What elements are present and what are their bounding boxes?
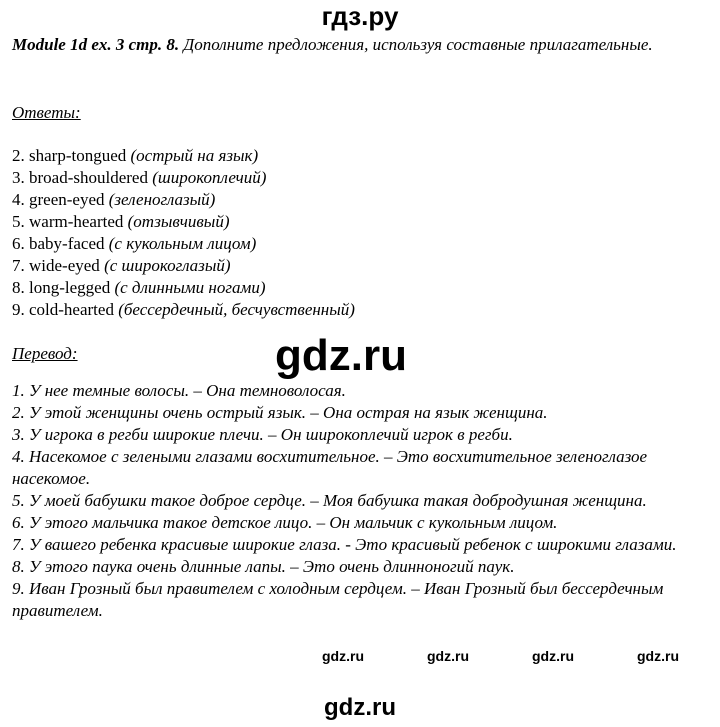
task-statement (12, 34, 702, 56)
translation-item: 9. Иван Грозный был правителем с холодным сердцем. – Иван Грозный был бессердечным правителем. (12, 579, 664, 620)
answer-item: 3. broad-shouldered (широкоплечий) (12, 168, 267, 187)
answer-item: 2. sharp-tongued (острый на язык) (12, 146, 259, 165)
translation-list (12, 380, 712, 622)
watermark-small: gdz.ru (427, 648, 469, 664)
task-text: Дополните предложения, используя составные прилагательные. (179, 35, 653, 54)
answer-item: 5. warm-hearted (отзывчивый) (12, 212, 230, 231)
answer-item: 7. wide-eyed (с широкоглазый) (12, 256, 231, 275)
answer-item: 9. cold-hearted (бессердечный, бесчувственный) (12, 300, 355, 319)
answers-heading: Ответы: (12, 103, 81, 122)
answers-list (12, 145, 355, 321)
site-title-bottom: gdz.ru (324, 694, 396, 721)
watermark-large: gdz.ru (275, 331, 407, 380)
task-label: Module 1d ex. 3 стр. 8. (12, 35, 180, 54)
watermark-small: gdz.ru (322, 648, 364, 664)
watermark-small: gdz.ru (637, 648, 679, 664)
translation-item: 6. У этого мальчика такое детское лицо. – Он мальчик с кукольным лицом. (12, 513, 558, 532)
translation-item: 3. У игрока в регби широкие плечи. – Он широкоплечий игрок в регби. (12, 425, 513, 444)
translation-item: 2. У этой женщины очень острый язык. – Она острая на язык женщина. (12, 403, 548, 422)
translation-heading: Перевод: (12, 344, 78, 363)
answer-item: 8. long-legged (с длинными ногами) (12, 278, 266, 297)
answer-item: 4. green-eyed (зеленоглазый) (12, 190, 216, 209)
watermark-small: gdz.ru (532, 648, 574, 664)
translation-item: 4. Насекомое с зелеными глазами восхитительное. – Это восхитительное зеленоглазое насекомое. (12, 447, 648, 488)
answer-item: 6. baby-faced (с кукольным лицом) (12, 234, 257, 253)
translation-item: 7. У вашего ребенка красивые широкие глаза. - Это красивый ребенок с широкими глазами. (12, 535, 677, 554)
site-title-top: гдз.ру (321, 1, 399, 31)
translation-item: 5. У моей бабушки такое доброе сердце. – Моя бабушка такая добродушная женщина. (12, 491, 647, 510)
translation-item: 1. У нее темные волосы. – Она темноволосая. (12, 381, 346, 400)
translation-item: 8. У этого паука очень длинные лапы. – Это очень длинноногий паук. (12, 557, 515, 576)
